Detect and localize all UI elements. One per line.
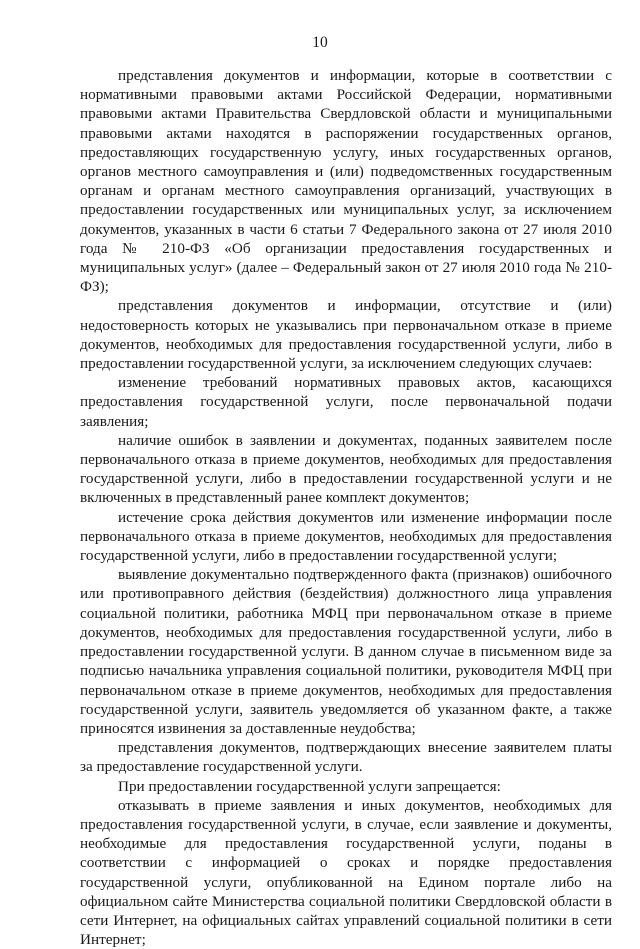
paragraph: При предоставлении государственной услуги запрещается: (118, 777, 501, 795)
paragraph: представления документов, подтверждающих внесение заявителем платы за предоставление государственной услуги. (80, 739, 612, 776)
paragraph: наличие ошибок в заявлении и документах, поданных заявителем после первоначального отказа в приеме документов, необходимых для предоставления государственной услуги, либо в предоставлении государственной услуги и не включенных в представленный ранее комплект документов; (80, 431, 612, 507)
page-number: 10 (312, 34, 328, 51)
paragraph: истечение срока действия документов или изменение информации после первоначального отказа в приеме документов, необходимых для предоставления государственной услуги, либо в предоставлении государственной услуги; (80, 508, 612, 565)
paragraph: выявление документально подтвержденного факта (признаков) ошибочного или противоправного действия (бездействия) должностного лица управления социальной политики, работника МФЦ при первоначальном отказе в приеме документов, необходимых для предоставления государственной услуги, либо в предоставлении государственной услуги. В данном случае в письменном виде за подписью начальника управления социальной политики, руководителя МФЦ при первоначальном отказе в приеме документов, необходимых для предоставления государственной услуги, заявитель уведомляется об указанном факте, а также приносятся извинения за доставленные неудобства; (80, 566, 612, 737)
paragraph: изменение требований нормативных правовых актов, касающихся предоставления государственной услуги, после первоначальной подачи заявления; (80, 374, 612, 430)
paragraph: отказывать в приеме заявления и иных документов, необходимых для предоставления государственной услуги, в случае, если заявление и документы, необходимые для предоставления государственной услуги, поданы в соответствии с информацией о сроках и порядке предоставления государственной услуги, опубликованной на Едином портале либо на официальном сайте Министерства социальной политики Свердловской области в сети Интернет, на официальных сайтах управлений социальной политики в сети Интернет; (80, 796, 612, 949)
paragraph: представления документов и информации, отсутствие и (или) недостоверность которых не указывались при первоначальном отказе в приеме документов, необходимых для предоставления государственной услуги, либо в предоставлении государственной услуги, за исключением следующих случаев: (80, 297, 612, 373)
paragraph: представления документов и информации, которые в соответствии с нормативными правовыми актами Российской Федерации, нормативными правовыми актами Правительства Свердловской области и муниципальными правовыми актами находятся в распоряжении государственных органов, предоставляющих государственную услугу, иных государственных органов, органов местного самоуправления и (или) подведомственных государственным органам и органам местного самоуправления организаций, участвующих в предоставлении государственных или муниципальных услуг, за исключением документов, указанных в части 6 статьи 7 Федерального закона от 27 июля 2010 года № 210-ФЗ «Об организации предоставления государственных и муниципальных услуг» (далее – Федеральный закон от 27 июля 2010 года № 210-ФЗ); (80, 67, 612, 296)
document-body (80, 66, 612, 949)
